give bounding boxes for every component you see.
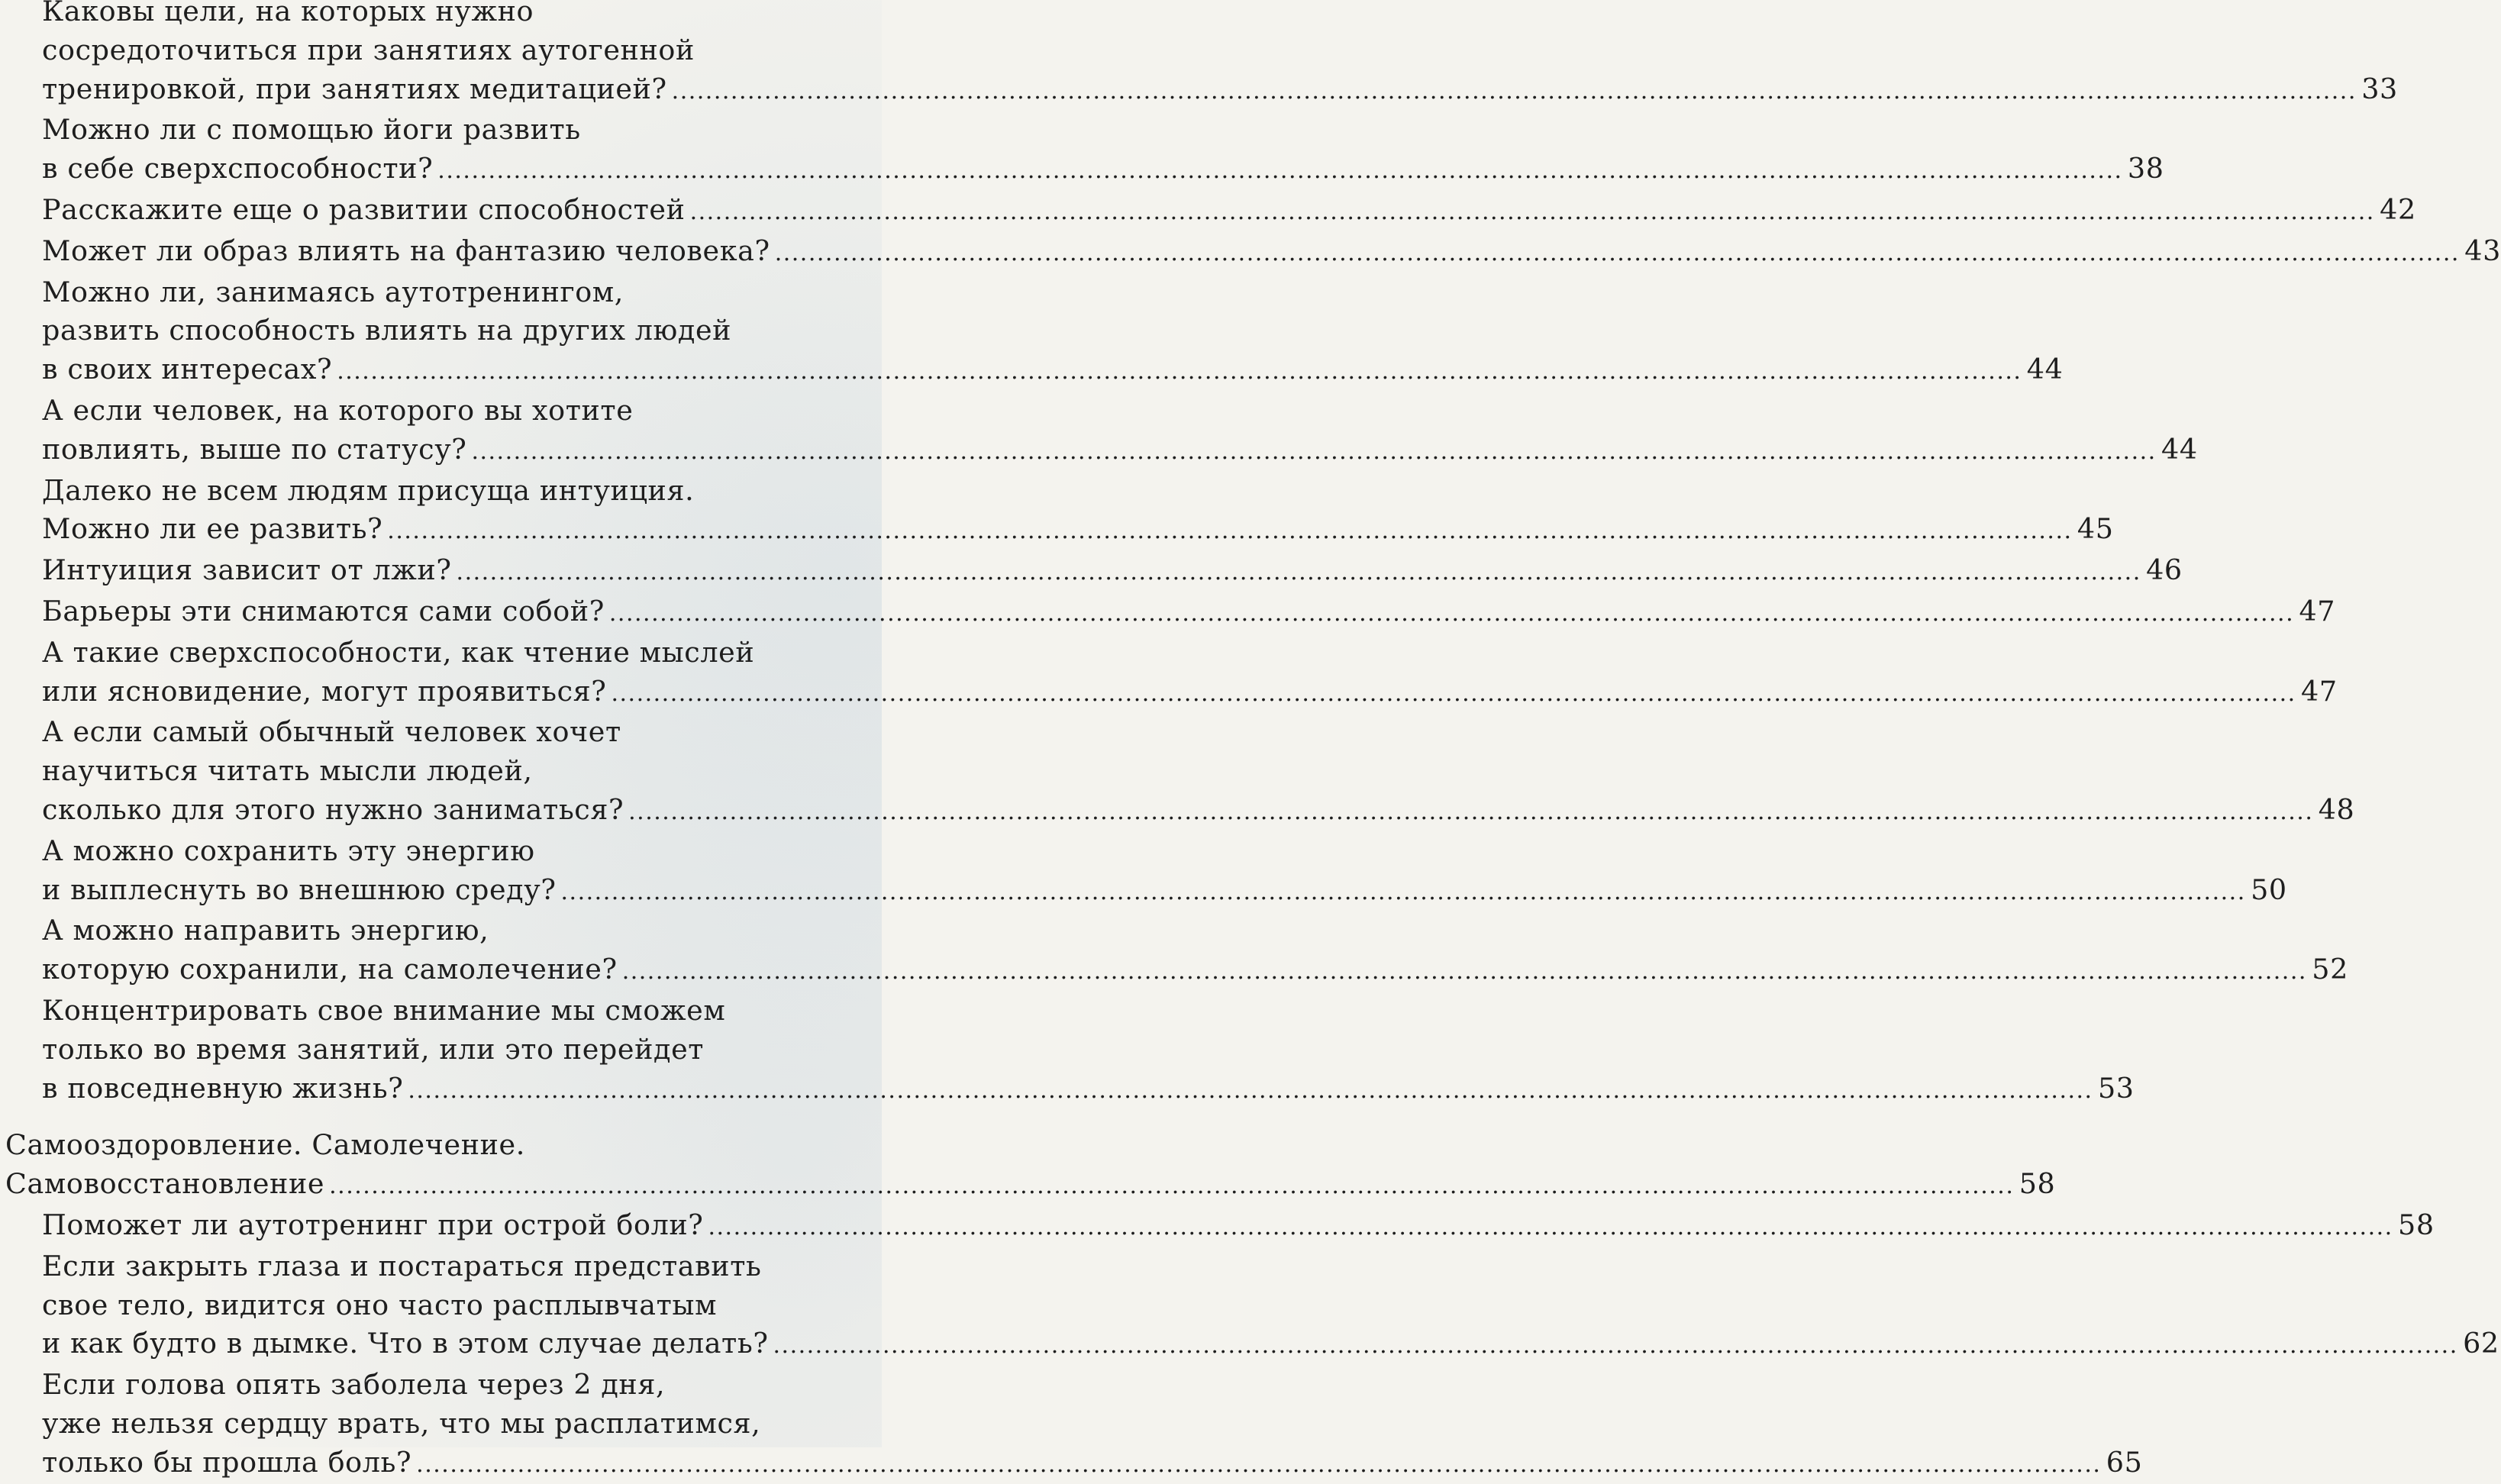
toc-entry-line: А если человек, на которого вы хотите: [42, 393, 634, 427]
dot-leader: ........................................................................................................................................................................................................: [437, 157, 2123, 185]
page-number: 48: [2318, 792, 2355, 826]
toc-entry-line: научиться читать мысли людей,: [42, 754, 533, 788]
toc-entry-text: только бы прошла боль?: [42, 1445, 412, 1479]
toc-entry-text: в повседневную жизнь?: [42, 1071, 404, 1105]
dot-leader: ........................................................................................................................................................................................................: [621, 958, 2307, 986]
toc-entry-line: А можно сохранить эту энергию: [42, 834, 535, 867]
dot-leader: ........................................................................................................................................................................................................: [560, 878, 2246, 905]
page-number: 58: [2398, 1208, 2435, 1241]
toc-entry-text: и выплеснуть во внешнюю среду?: [42, 873, 557, 906]
toc-entry-text: или ясновидение, могут проявиться?: [42, 674, 607, 708]
toc-entry-text: Расскажите еще о развитии способностей: [42, 192, 686, 226]
toc-entry: [42, 0, 2398, 111]
toc-entry-text: Барьеры эти снимаются сами собой?: [42, 594, 605, 627]
dot-leader: ........................................................................................................................................................................................................: [608, 599, 2295, 627]
toc-entry-last-line: [42, 232, 2501, 273]
toc-entry: [42, 551, 2183, 592]
toc-entry-last-line: [42, 1444, 2143, 1484]
toc-entry-line: Если голова опять заболела через 2 дня,: [42, 1368, 666, 1402]
toc-entry-text: Можно ли ее развить?: [42, 512, 383, 546]
toc-entry-line: А можно направить энергию,: [42, 914, 489, 947]
page-number: 52: [2312, 953, 2348, 986]
toc-entry-text: которую сохранили, на самолечение?: [42, 953, 618, 986]
page-number: 65: [2106, 1445, 2143, 1479]
toc-entry-text: тренировкой, при занятиях медитацией?: [42, 72, 667, 105]
toc-entry-last-line: [42, 431, 2198, 472]
toc-entry-text: Интуиция зависит от лжи?: [42, 553, 452, 587]
toc-entry: [42, 1366, 2143, 1484]
dot-leader: ........................................................................................................................................................................................................: [456, 559, 2141, 586]
toc-entry: [42, 392, 2198, 472]
page-number: 46: [2146, 553, 2183, 587]
page-number: 44: [2026, 353, 2064, 386]
toc-entry-text: в себе сверхспособности?: [42, 152, 434, 186]
toc-entry-last-line: [42, 673, 2338, 714]
toc-section-heading: [5, 1126, 2056, 1206]
toc-entry-line: А если самый обычный человек хочет: [42, 715, 621, 749]
toc-entry-last-line: [5, 1165, 2056, 1206]
page-number: 47: [2301, 674, 2338, 708]
dot-leader: ........................................................................................................................................................................................................: [408, 1076, 2093, 1104]
toc-entry: [42, 992, 2135, 1110]
toc-entry-text: Поможет ли аутотренинг при острой боли?: [42, 1208, 704, 1241]
toc-entry-line: свое тело, видится оно часто расплывчатым: [42, 1288, 718, 1321]
page-number: 44: [2161, 432, 2198, 466]
toc-entry-last-line: [42, 350, 2064, 392]
dot-leader: ........................................................................................................................................................................................................: [708, 1213, 2393, 1240]
page-number: 62: [2463, 1327, 2499, 1360]
toc-entry-line: Если закрыть глаза и постараться представить: [42, 1249, 762, 1282]
toc-entry: [42, 634, 2338, 714]
page-number: 43: [2464, 234, 2501, 267]
toc-entry-line: Далеко не всем людям присуща интуиция.: [42, 473, 695, 507]
toc-entry-text: в своих интересах?: [42, 353, 333, 386]
page-number: 47: [2299, 594, 2336, 627]
toc-entry-last-line: [42, 791, 2355, 832]
toc-entry: [42, 592, 2336, 634]
page-number: 33: [2361, 72, 2398, 105]
toc-entry-line: развить способность влиять на других людей: [42, 314, 732, 347]
toc-entry-line: Можно ли с помощью йоги развить: [42, 113, 581, 147]
dot-leader: ........................................................................................................................................................................................................: [773, 1332, 2458, 1360]
toc-entry-line: уже нельзя сердцу врать, что мы расплатимся,: [42, 1406, 761, 1440]
dot-leader: ........................................................................................................................................................................................................: [387, 518, 2073, 545]
toc-entry-last-line: [42, 1069, 2135, 1111]
page-number: 42: [2380, 192, 2416, 226]
toc-entry-line: Каковы цели, на которых нужно: [42, 0, 534, 27]
toc-entry-line: Самооздоровление. Самолечение.: [5, 1128, 525, 1162]
toc-entry-last-line: [42, 70, 2398, 111]
toc-entry-text: Может ли образ влиять на фантазию человека?: [42, 234, 770, 267]
toc-entry-line: Концентрировать свое внимание мы сможем: [42, 993, 726, 1027]
page-number: 50: [2251, 873, 2287, 906]
toc-entry: [42, 832, 2287, 912]
toc-entry-last-line: [42, 191, 2416, 232]
toc-entry-text: и как будто в дымке. Что в этом случае делать?: [42, 1327, 769, 1360]
toc-entry: [42, 911, 2348, 992]
toc-entry-line: Можно ли, занимаясь аутотренингом,: [42, 275, 624, 308]
page-number: 53: [2097, 1071, 2135, 1105]
toc-entry-line: только во время занятий, или это перейдет: [42, 1032, 705, 1066]
dot-leader: ........................................................................................................................................................................................................: [689, 198, 2375, 225]
toc-entry-last-line: [42, 1206, 2435, 1247]
toc-entry: [42, 273, 2064, 392]
toc-entry-last-line: [42, 592, 2336, 634]
toc-entry-last-line: [42, 1324, 2499, 1366]
page-number: 45: [2077, 512, 2114, 546]
toc-entry-line: А такие сверхспособности, как чтение мыслей: [42, 635, 755, 669]
page-number: 58: [2019, 1167, 2056, 1201]
dot-leader: ........................................................................................................................................................................................................: [774, 239, 2460, 266]
dot-leader: ........................................................................................................................................................................................................: [628, 798, 2314, 825]
dot-leader: ........................................................................................................................................................................................................: [471, 437, 2157, 465]
toc-entry: [42, 1206, 2435, 1247]
toc-entry: [42, 1247, 2499, 1366]
toc-entry: [42, 191, 2416, 232]
toc-entry-last-line: [42, 551, 2183, 592]
toc-entry-text: Самовосстановление: [5, 1167, 325, 1201]
dot-leader: ........................................................................................................................................................................................................: [337, 358, 2022, 386]
dot-leader: ........................................................................................................................................................................................................: [671, 77, 2357, 105]
toc-entry-text: сколько для этого нужно заниматься?: [42, 792, 624, 826]
dot-leader: ........................................................................................................................................................................................................: [416, 1450, 2102, 1478]
toc-entry-last-line: [42, 871, 2287, 912]
toc-entry: [42, 111, 2164, 191]
toc-entry-last-line: [42, 510, 2114, 551]
page-number: 38: [2127, 152, 2164, 186]
toc-entry: [42, 232, 2501, 273]
toc-entry-last-line: [42, 150, 2164, 191]
toc-entry-text: повлиять, выше по статусу?: [42, 432, 467, 466]
dot-leader: ........................................................................................................................................................................................................: [611, 679, 2296, 707]
toc-entry-last-line: [42, 950, 2348, 992]
toc-entry: [42, 713, 2355, 831]
dot-leader: ........................................................................................................................................................................................................: [329, 1173, 2015, 1200]
toc-entry-line: сосредоточиться при занятиях аутогенной: [42, 33, 695, 66]
toc-entry: [42, 472, 2114, 552]
